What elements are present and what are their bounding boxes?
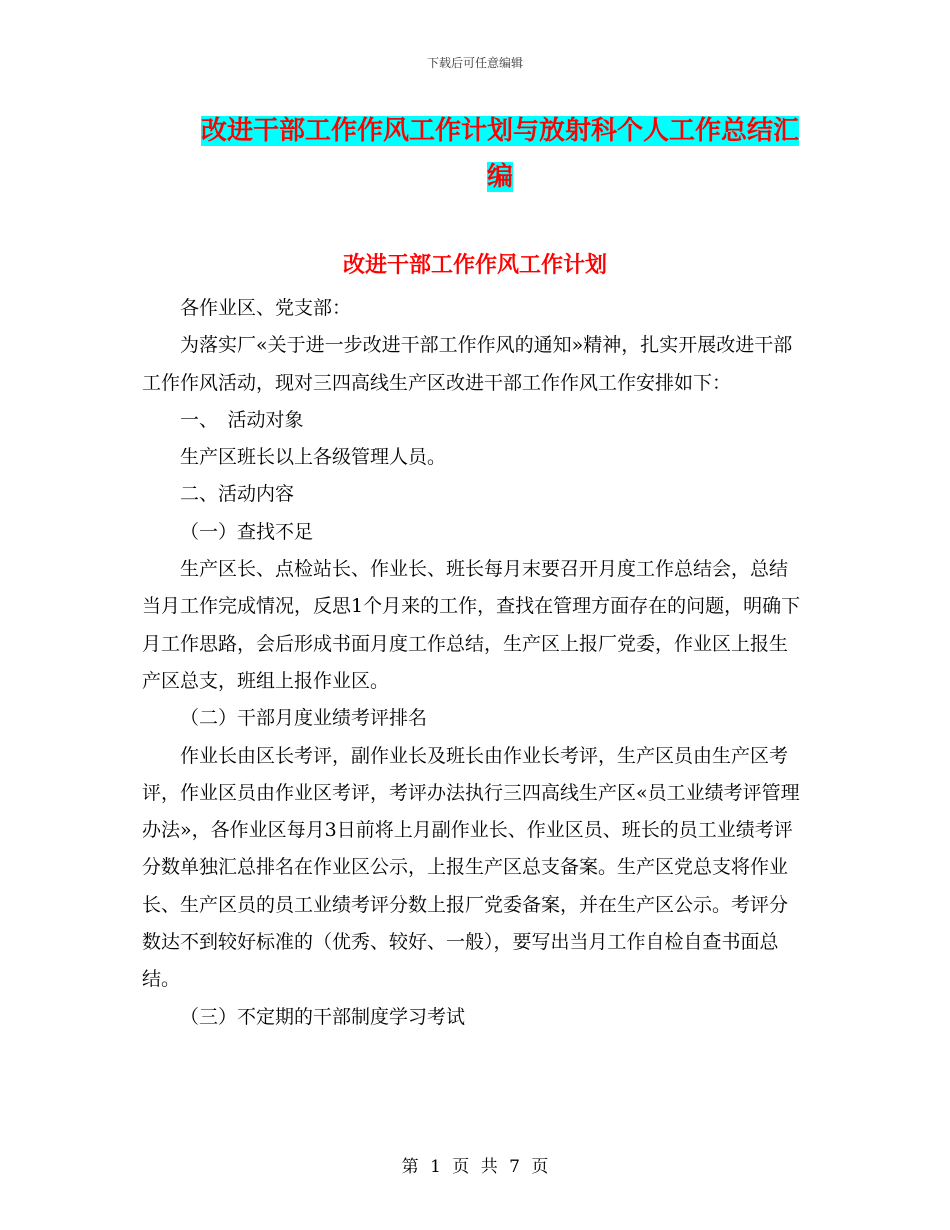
- subheading-irregular-exam: （三）不定期的干部制度学习考试: [180, 1005, 466, 1028]
- paragraph-performance-ranking: 作业长由区长考评，副作业长及班长由作业长考评，生产区员由生产区考评，作业区员由作业区考评，考评办法执行三四高线生产区«员工业绩考评管理办法»，各作业区每月3日前将上月副作业长、作业区员、班长的员工业绩考评分数单独汇总排名在作业区公示，上报生产区总支备案。生产区党总支将作业长、生产区员的员工业绩考评分数上报厂党委备案，并在生产区公示。考评分数达不到较好标准的（优秀、较好、一般），要写出当月工作自检自查书面总结。: [142, 744, 800, 991]
- paragraph-salutation: 各作业区、党支部：: [180, 297, 352, 319]
- document-title-text: 改进干部工作作风工作计划与放射科个人工作总结汇编: [200, 116, 799, 192]
- section-title: 改进干部工作作风工作计划: [342, 253, 607, 278]
- paragraph-activity-target: 生产区班长以上各级管理人员。: [180, 446, 447, 469]
- page-footer: 第 1 页 共 7 页: [401, 1157, 549, 1177]
- paragraph-intro: 为落实厂«关于进一步改进干部工作作风的通知»精神，扎实开展改进干部工作作风活动，现对三四高线生产区改进干部工作作风工作安排如下：: [142, 334, 793, 394]
- header-note: 下载后可任意编辑: [426, 56, 523, 70]
- subheading-performance-ranking: （二）干部月度业绩考评排名: [180, 707, 428, 730]
- document-title: [190, 108, 810, 200]
- subheading-find-shortcomings: （一）查找不足: [180, 520, 314, 543]
- heading-activity-content: 二、活动内容: [180, 483, 295, 506]
- paragraph-find-shortcomings: 生产区长、点检站长、作业长、班长每月末要召开月度工作总结会，总结当月工作完成情况，反思1个月来的工作，查找在管理方面存在的问题，明确下月工作思路，会后形成书面月度工作总结，生产区上报厂党委，作业区上报生产区总支，班组上报作业区。: [142, 558, 801, 692]
- document-body: [142, 290, 802, 1036]
- heading-activity-target: 一、 活动对象: [180, 408, 304, 431]
